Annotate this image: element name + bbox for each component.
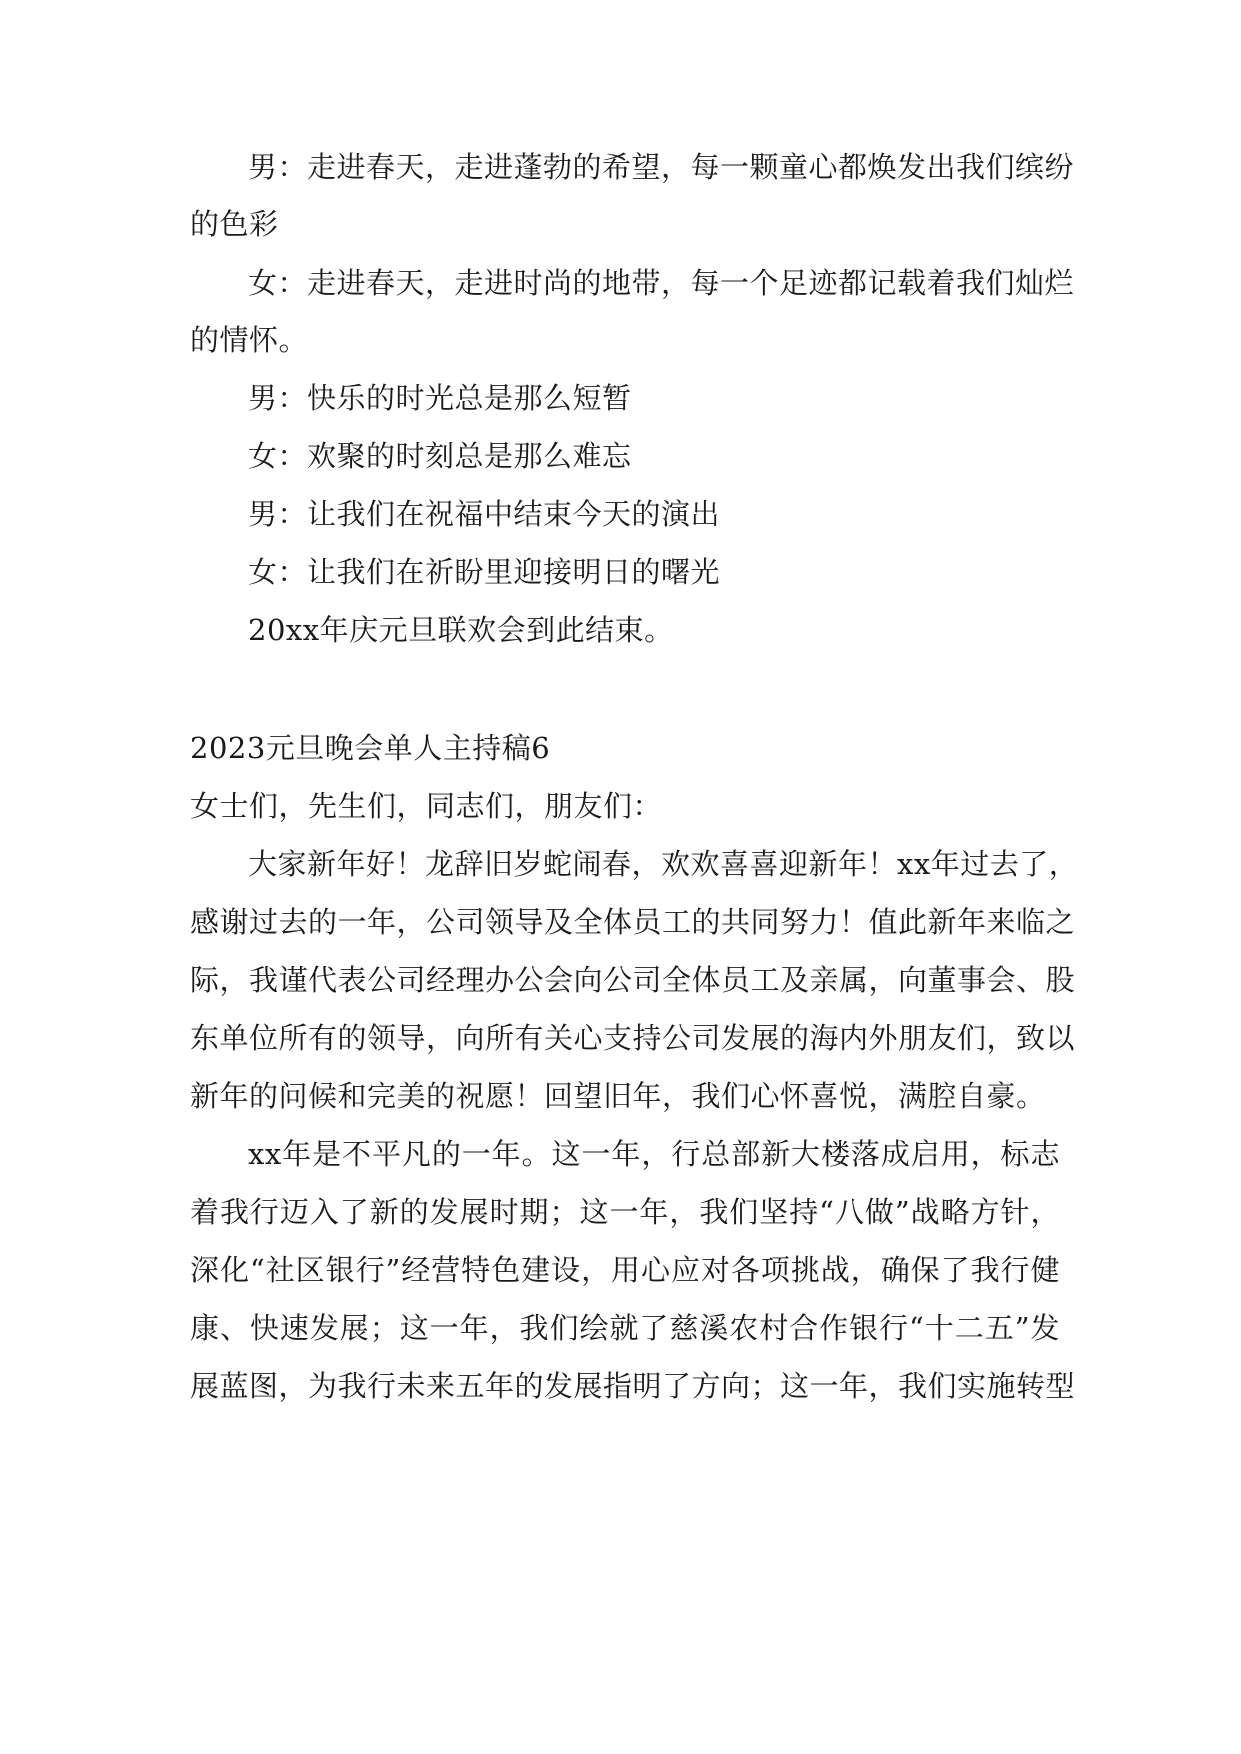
- paragraph-line: 男：让我们在祝福中结束今天的演出: [248, 497, 721, 531]
- paragraph-line: 的色彩: [190, 207, 279, 241]
- paragraph-line: 女：让我们在祈盼里迎接明日的曙光: [248, 555, 721, 589]
- paragraph-line: 新年的问候和完美的祝愿！回望旧年，我们心怀喜悦，满腔自豪。: [190, 1079, 1046, 1113]
- section-heading: 2023元旦晚会单人主持稿6: [190, 731, 551, 765]
- paragraph-line: 康、快速发展；这一年，我们绘就了慈溪农村合作银行“十二五”发: [190, 1311, 1060, 1345]
- paragraph-line: 大家新年好！龙辞旧岁蛇闹春，欢欢喜喜迎新年！xx年过去了，: [248, 847, 1079, 881]
- paragraph-line: 东单位所有的领导，向所有关心支持公司发展的海内外朋友们，致以: [190, 1021, 1076, 1055]
- paragraph-line: xx年是不平凡的一年。这一年，行总部新大楼落成启用，标志: [248, 1137, 1060, 1171]
- paragraph-line: 感谢过去的一年，公司领导及全体员工的共同努力！值此新年来临之: [190, 905, 1076, 939]
- document-page: [190, 0, 1079, 1754]
- paragraph-line: 展蓝图，为我行未来五年的发展指明了方向；这一年，我们实施转型: [190, 1369, 1076, 1403]
- paragraph-line: 着我行迈入了新的发展时期；这一年，我们坚持“八做”战略方针，: [190, 1195, 1060, 1229]
- paragraph-line: 20xx年庆元旦联欢会到此结束。: [248, 613, 674, 647]
- paragraph-line: 男：走进春天，走进蓬勃的希望，每一颗童心都焕发出我们缤纷: [248, 150, 1075, 184]
- greeting-line: 女士们，先生们，同志们，朋友们：: [190, 789, 663, 823]
- paragraph-line: 男：快乐的时光总是那么短暂: [248, 381, 632, 415]
- paragraph-line: 深化“社区银行”经营特色建设，用心应对各项挑战，确保了我行健: [190, 1253, 1060, 1287]
- paragraph-line: 际，我谨代表公司经理办公会向公司全体员工及亲属，向董事会、股: [190, 963, 1076, 997]
- paragraph-line: 女：欢聚的时刻总是那么难忘: [248, 439, 632, 473]
- paragraph-line: 的情怀。: [190, 323, 309, 357]
- paragraph-line: 女：走进春天，走进时尚的地带，每一个足迹都记载着我们灿烂: [248, 266, 1075, 300]
